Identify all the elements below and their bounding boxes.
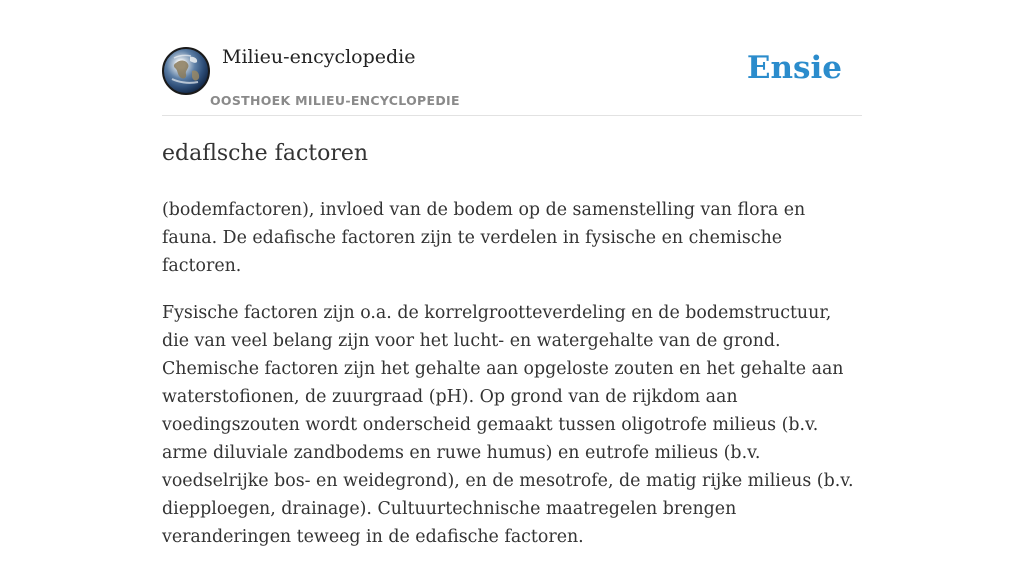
earth-globe-icon[interactable] (162, 47, 210, 95)
site-subtitle[interactable]: OOSTHOEK MILIEU-ENCYCLOPEDIE (210, 93, 460, 108)
article-paragraph: (bodemfactoren), invloed van de bodem op de samenstelling van flora en fauna. De edafische factoren zijn te verdelen in fysische en chemische factoren. (162, 200, 806, 276)
earth-globe-graphic (164, 49, 208, 93)
ensie-brand-link[interactable]: Ensie (746, 50, 842, 86)
site-name[interactable]: Milieu-encyclopedie (222, 46, 416, 68)
article-title: edaflsche factoren (162, 141, 369, 166)
article (162, 138, 862, 570)
site-header (162, 0, 862, 116)
article-paragraph: Fysische factoren zijn o.a. de korrelgrootteverdeling en de bodemstructuur, die van veel belang zijn voor het lucht- en watergehalte van de grond. Chemische factoren zijn het gehalte aan opgeloste zouten en het gehalte aan waterstofionen, de zuurgraad (pH). Op grond van de rijkdom aan voedingszouten wordt onderscheid gemaakt tussen oligotrofe milieus (b.v. arme diluviale zandbodems en ruwe humus) en eutrofe milieus (b.v. voedselrijke bos- en weidegrond), en de mesotrofe, de matig rijke milieus (b.v. diepploegen, drainage). Cultuurtechnische maatregelen brengen veranderingen teweeg in de edafische factoren. (162, 303, 854, 547)
